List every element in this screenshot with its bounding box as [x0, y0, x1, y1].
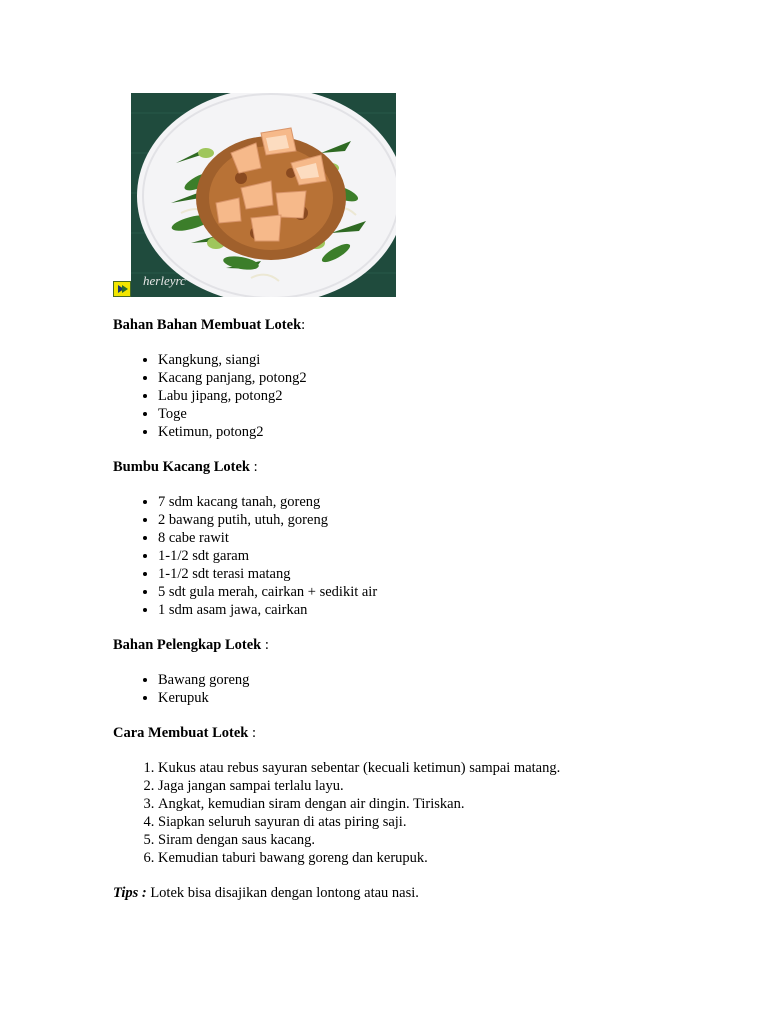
list-item: • Bawang goreng — [158, 671, 713, 689]
heading-bahan-text: Bahan Bahan Membuat Lotek — [113, 317, 302, 333]
lotek-dish-illustration — [131, 93, 396, 297]
list-item: • 7 sdm kacang tanah, goreng — [158, 493, 713, 511]
tips-text: Lotek bisa disajikan dengan lontong atau nasi. — [146, 885, 419, 901]
step-item: 4. Siapkan seluruh sayuran di atas piring saji. — [158, 813, 713, 831]
step-item: 6. Kemudian taburi bawang goreng dan kerupuk. — [158, 849, 713, 867]
list-item: • Toge — [158, 405, 713, 423]
heading-pelengkap-text: Bahan Pelengkap Lotek — [113, 637, 262, 653]
pelengkap-list — [113, 671, 713, 707]
heading-bumbu-text: Bumbu Kacang Lotek — [113, 459, 250, 475]
list-item: • 8 cabe rawit — [158, 529, 713, 547]
list-item: • Labu jipang, potong2 — [158, 387, 713, 405]
tips-label: Tips : — [113, 885, 147, 901]
arrow-link-icon[interactable] — [113, 281, 131, 297]
step-item: 1. Kukus atau rebus sayuran sebentar (kecuali ketimun) sampai matang. — [158, 759, 713, 777]
heading-colon: : — [301, 317, 306, 333]
heading-bahan — [113, 316, 713, 334]
bumbu-list — [113, 493, 713, 619]
photo-watermark: herleyrc — [143, 273, 186, 288]
list-item: • 1-1/2 sdt terasi matang — [158, 565, 713, 583]
heading-colon: : — [249, 459, 258, 475]
recipe-document — [113, 316, 713, 902]
list-item: • Kerupuk — [158, 689, 713, 707]
heading-cara-text: Cara Membuat Lotek — [113, 725, 249, 741]
list-item: • 1 sdm asam jawa, cairkan — [158, 601, 713, 619]
lotek-photo — [131, 93, 396, 297]
step-item: 5. Siram dengan saus kacang. — [158, 831, 713, 849]
heading-colon: : — [261, 637, 269, 653]
list-item: • 1-1/2 sdt garam — [158, 547, 713, 565]
heading-cara — [113, 724, 713, 742]
list-item: • 2 bawang putih, utuh, goreng — [158, 511, 713, 529]
list-item: • Ketimun, potong2 — [158, 423, 713, 441]
tips-paragraph — [113, 884, 713, 902]
step-item: 2. Jaga jangan sampai terlalu layu. — [158, 777, 713, 795]
list-item: • 5 sdt gula merah, cairkan + sedikit air — [158, 583, 713, 601]
list-item: • Kangkung, siangi — [158, 351, 713, 369]
step-item: 3. Angkat, kemudian siram dengan air dingin. Tiriskan. — [158, 795, 713, 813]
bahan-list — [113, 351, 713, 441]
heading-bumbu — [113, 458, 713, 476]
heading-pelengkap — [113, 636, 713, 654]
heading-colon: : — [248, 725, 256, 741]
list-item: • Kacang panjang, potong2 — [158, 369, 713, 387]
cara-steps-list — [113, 759, 713, 867]
